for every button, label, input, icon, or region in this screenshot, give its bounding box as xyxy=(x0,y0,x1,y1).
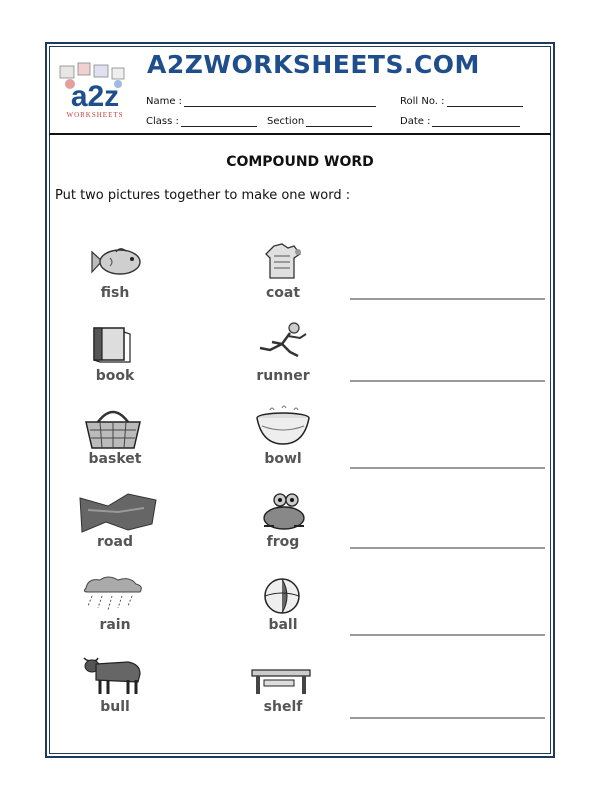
date-field[interactable] xyxy=(400,116,520,127)
ball-icon xyxy=(262,576,302,620)
word-coat: coat xyxy=(265,285,301,301)
name-field[interactable] xyxy=(146,96,376,107)
site-logo xyxy=(54,62,136,120)
answer-line-2[interactable] xyxy=(350,380,545,382)
site-title: A2ZWORKSHEETS.COM xyxy=(147,50,480,79)
word-ball: ball xyxy=(268,617,298,633)
class-line[interactable] xyxy=(181,116,257,127)
logo-text: a2z xyxy=(70,80,120,113)
road-icon xyxy=(78,490,158,538)
instruction-text: Put two pictures together to make one word : xyxy=(55,188,351,203)
date-line[interactable] xyxy=(432,116,520,127)
fish-icon xyxy=(88,244,144,284)
date-label: Date : xyxy=(400,116,431,127)
coat-icon xyxy=(262,242,306,286)
name-line[interactable] xyxy=(184,96,376,107)
word-shelf: shelf xyxy=(263,699,303,715)
worksheet-title: COMPOUND WORD xyxy=(226,154,374,170)
bull-icon xyxy=(82,652,146,702)
header-divider xyxy=(49,133,551,135)
basket-icon xyxy=(82,402,144,456)
word-road: road xyxy=(97,534,133,550)
book-icon xyxy=(90,324,134,368)
answer-line-1[interactable] xyxy=(350,298,545,300)
bowl-icon xyxy=(254,404,312,452)
class-label: Class : xyxy=(146,116,179,127)
frog-icon xyxy=(260,490,308,536)
name-label: Name : xyxy=(146,96,183,107)
section-field[interactable] xyxy=(267,116,372,127)
word-rain: rain xyxy=(99,617,131,633)
page-frame-inner xyxy=(49,46,551,754)
section-line[interactable] xyxy=(306,116,372,127)
answer-line-6[interactable] xyxy=(350,717,545,719)
word-runner: runner xyxy=(256,368,310,384)
word-book: book xyxy=(95,368,135,384)
class-field[interactable] xyxy=(146,116,257,127)
section-label: Section xyxy=(267,116,305,127)
runner-icon xyxy=(254,320,314,368)
roll-line[interactable] xyxy=(447,96,523,107)
word-fish: fish xyxy=(100,285,130,301)
word-frog: frog xyxy=(266,534,300,550)
logo-subtext: WORKSHEETS xyxy=(66,111,124,119)
answer-line-3[interactable] xyxy=(350,467,545,469)
roll-field[interactable] xyxy=(400,96,523,107)
word-bowl: bowl xyxy=(264,451,302,467)
rain-icon xyxy=(80,574,146,620)
roll-label: Roll No. : xyxy=(400,96,445,107)
word-bull: bull xyxy=(100,699,130,715)
answer-line-4[interactable] xyxy=(350,547,545,549)
answer-line-5[interactable] xyxy=(350,634,545,636)
word-basket: basket xyxy=(88,451,142,467)
shelf-icon xyxy=(250,666,312,700)
